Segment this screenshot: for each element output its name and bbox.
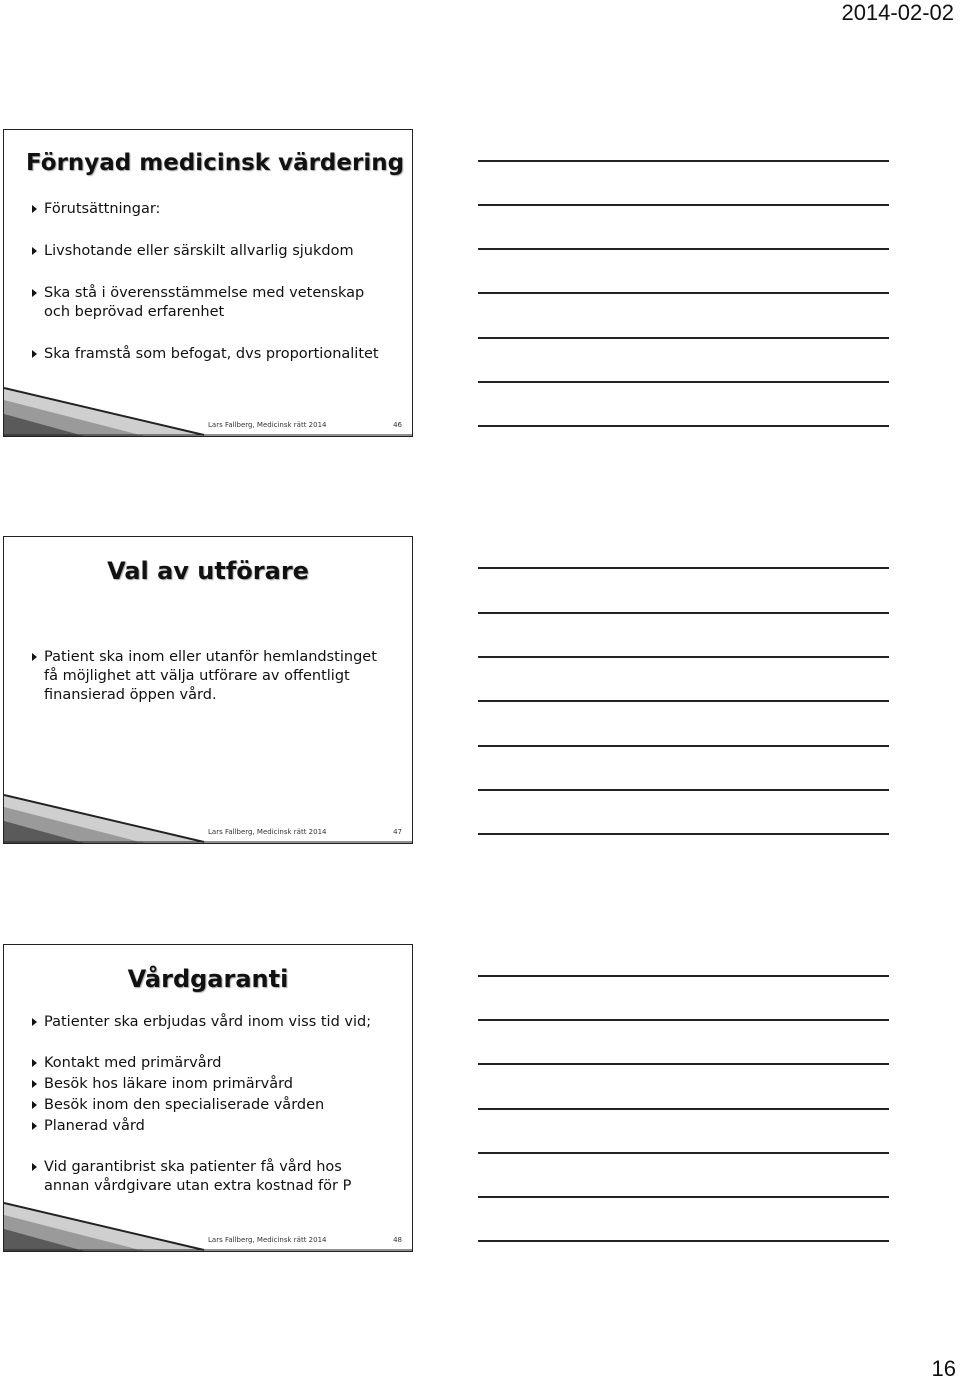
note-line [478,204,889,206]
bullet-item: Patient ska inom eller utanför hemlandstinget få möjlighet att välja utförare av offentligt finansierad öppen vård. [30,648,389,705]
slide-footer-text: Lars Fallberg, Medicinsk rätt 2014 [208,421,327,429]
note-line [478,1019,889,1021]
bullet-item: Kontakt med primärvård [30,1054,400,1073]
bullet-arrow-icon [32,1122,37,1130]
bullet-item: Besök hos läkare inom primärvård [30,1075,400,1094]
bullet-item: Planerad vård [30,1117,400,1136]
note-line [478,975,889,977]
bullet-item: Ska framstå som befogat, dvs proportionalitet [30,345,400,364]
bullet-arrow-icon [32,1059,37,1067]
note-line [478,833,889,835]
bullet-item: Förutsättningar: [30,200,400,219]
bullet-arrow-icon [32,1080,37,1088]
slide-title: Vårdgaranti [127,965,289,993]
slide-number: 46 [393,421,402,429]
note-line [478,1108,889,1110]
bullet-arrow-icon [32,205,37,213]
bullet-item: Patienter ska erbjudas vård inom viss tid vid; [30,1013,400,1032]
bullet-list [30,648,400,705]
bullet-item: Ska stå i överensstämmelse med vetenskap och beprövad erfarenhet [30,284,374,322]
slide-48 [3,944,413,1252]
slide-title: Förnyad medicinsk värdering [26,150,405,176]
note-line [478,745,889,747]
slide-46 [3,129,413,437]
bullet-arrow-icon [32,289,37,297]
bullet-list [30,200,400,364]
note-line [478,612,889,614]
slide-title: Val av utförare [107,557,309,585]
bullet-arrow-icon [32,1018,37,1026]
note-line [478,1240,889,1242]
slide-number: 48 [393,1236,402,1244]
bullet-arrow-icon [32,350,37,358]
slide-footer-text: Lars Fallberg, Medicinsk rätt 2014 [208,1236,327,1244]
page-date: 2014-02-02 [841,0,954,25]
note-line [478,425,889,427]
note-line [478,160,889,162]
page-number: 16 [931,1356,956,1381]
note-line [478,656,889,658]
note-line [478,789,889,791]
bullet-item: Besök inom den specialiserade vården [30,1096,400,1115]
note-line [478,292,889,294]
bullet-list [30,1013,400,1196]
note-line [478,700,889,702]
bullet-arrow-icon [32,247,37,255]
bullet-item: Vid garantibrist ska patienter få vård hos annan vårdgivare utan extra kostnad för P [30,1158,369,1196]
note-line [478,381,889,383]
bullet-arrow-icon [32,653,37,661]
bullet-arrow-icon [32,1163,37,1171]
note-line [478,1196,889,1198]
note-line [478,1063,889,1065]
note-line [478,567,889,569]
note-line [478,337,889,339]
note-line [478,1152,889,1154]
slide-number: 47 [393,828,402,836]
bullet-item: Livshotande eller särskilt allvarlig sjukdom [30,242,400,261]
slide-footer-text: Lars Fallberg, Medicinsk rätt 2014 [208,828,327,836]
bullet-arrow-icon [32,1101,37,1109]
slide-47 [3,536,413,844]
note-line [478,248,889,250]
